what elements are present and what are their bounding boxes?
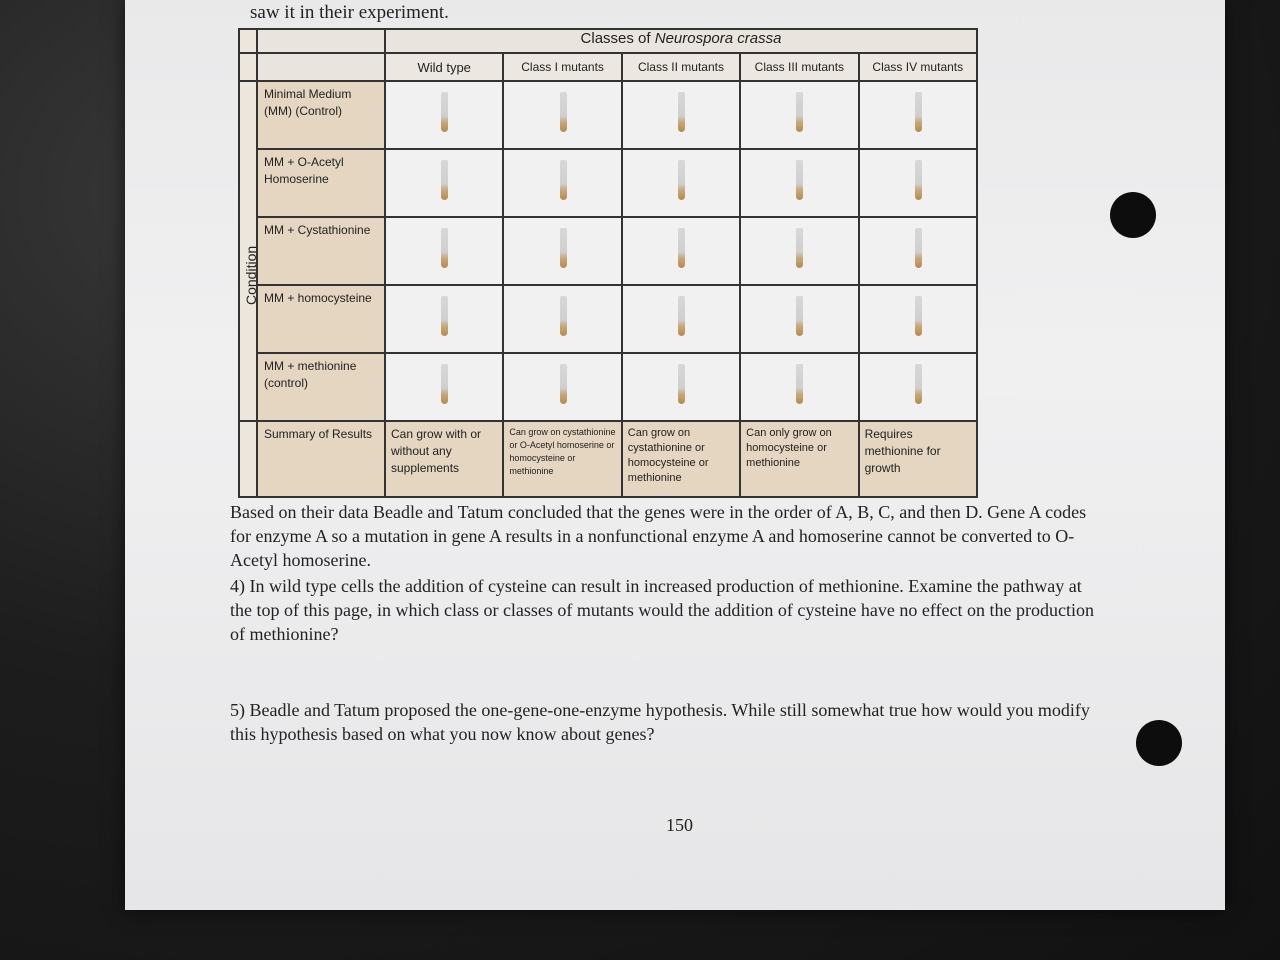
culture-cell	[622, 285, 740, 353]
culture-cell	[740, 149, 858, 217]
table-row	[239, 149, 977, 217]
test-tube-icon	[796, 160, 803, 200]
culture-cell	[385, 353, 503, 421]
test-tube-icon	[560, 296, 567, 336]
row-label: MM + Cystathionine	[257, 217, 385, 285]
test-tube-icon	[915, 92, 922, 132]
test-tube-icon	[796, 92, 803, 132]
culture-cell	[740, 81, 858, 149]
test-tube-icon	[678, 364, 685, 404]
culture-cell	[740, 217, 858, 285]
summary-class-4: Requires methionine for growth	[859, 421, 977, 497]
culture-cell	[622, 149, 740, 217]
intro-text: saw it in their experiment.	[250, 2, 449, 23]
test-tube-icon	[560, 364, 567, 404]
corner-cell	[239, 29, 257, 53]
culture-cell	[740, 353, 858, 421]
corner-cell	[257, 53, 385, 81]
table-row	[239, 81, 977, 149]
culture-cell	[503, 217, 621, 285]
test-tube-icon	[560, 160, 567, 200]
culture-cell	[622, 353, 740, 421]
summary-class-1: Can grow on cystathionine or O-Acetyl homoserine or homocysteine or methionine	[503, 421, 621, 497]
corner-cell	[257, 29, 385, 53]
summary-class-2: Can grow on cystathionine or homocysteine or methionine	[622, 421, 740, 497]
summary-class-3: Can only grow on homocysteine or methionine	[740, 421, 858, 497]
summary-row	[239, 421, 977, 497]
binder-hole-top	[1110, 192, 1156, 238]
table-banner	[385, 29, 977, 53]
row-label: MM + homocysteine	[257, 285, 385, 353]
test-tube-icon	[678, 228, 685, 268]
culture-cell	[622, 81, 740, 149]
page-number: 150	[666, 815, 693, 835]
col-header-class-4: Class IV mutants	[859, 53, 977, 81]
test-tube-icon	[796, 364, 803, 404]
test-tube-icon	[796, 296, 803, 336]
test-tube-icon	[678, 92, 685, 132]
culture-cell	[503, 285, 621, 353]
test-tube-icon	[441, 92, 448, 132]
col-header-class-2: Class II mutants	[622, 53, 740, 81]
summary-label: Summary of Results	[257, 421, 385, 497]
col-header-wild-type: Wild type	[385, 53, 503, 81]
table-row	[239, 353, 977, 421]
table-row	[239, 285, 977, 353]
banner-prefix: Classes of	[580, 30, 655, 47]
table-row	[239, 217, 977, 285]
col-header-class-1: Class I mutants	[503, 53, 621, 81]
test-tube-icon	[441, 228, 448, 268]
test-tube-icon	[678, 160, 685, 200]
condition-axis-label: Condition	[243, 245, 259, 305]
row-label: MM + methionine (control)	[257, 353, 385, 421]
banner-species: Neurospora crassa	[654, 30, 782, 47]
test-tube-icon	[915, 160, 922, 200]
col-header-class-3: Class III mutants	[740, 53, 858, 81]
conclusion-paragraph: Based on their data Beadle and Tatum concluded that the genes were in the order of A, B, C, and then D. Gene A codes for enzyme A so a mutation in gene A results in a nonfunctional enzyme A and homoserine cannot be converted to O-Acetyl homoserine.	[230, 502, 1087, 570]
culture-cell	[385, 149, 503, 217]
binder-hole-bottom	[1136, 720, 1182, 766]
culture-cell	[385, 217, 503, 285]
test-tube-icon	[915, 364, 922, 404]
test-tube-icon	[915, 228, 922, 268]
test-tube-icon	[560, 228, 567, 268]
question-4: 4) In wild type cells the addition of cysteine can result in increased production of methionine. Examine the pathway at the top of this page, in which class or classes of mutants would the addition of cysteine have no effect on the production of methionine?	[230, 576, 1094, 644]
test-tube-icon	[441, 160, 448, 200]
culture-cell	[859, 81, 977, 149]
test-tube-icon	[560, 92, 567, 132]
culture-cell	[859, 285, 977, 353]
culture-cell	[503, 149, 621, 217]
test-tube-icon	[441, 296, 448, 336]
test-tube-icon	[915, 296, 922, 336]
summary-wild-type: Can grow with or without any supplements	[385, 421, 503, 497]
question-5: 5) Beadle and Tatum proposed the one-gene-one-enzyme hypothesis. While still somewhat true how would you modify this hypothesis based on what you now know about genes?	[230, 700, 1090, 744]
culture-cell	[385, 81, 503, 149]
row-label: MM + O-Acetyl Homoserine	[257, 149, 385, 217]
row-label: Minimal Medium (MM) (Control)	[257, 81, 385, 149]
culture-cell	[503, 81, 621, 149]
test-tube-icon	[796, 228, 803, 268]
neurospora-results-table	[238, 28, 978, 498]
culture-cell	[859, 217, 977, 285]
culture-cell	[859, 353, 977, 421]
test-tube-icon	[441, 364, 448, 404]
culture-cell	[622, 217, 740, 285]
corner-cell	[239, 53, 257, 81]
culture-cell	[740, 285, 858, 353]
culture-cell	[385, 285, 503, 353]
culture-cell	[503, 353, 621, 421]
culture-cell	[859, 149, 977, 217]
test-tube-icon	[678, 296, 685, 336]
corner-cell	[239, 421, 257, 497]
